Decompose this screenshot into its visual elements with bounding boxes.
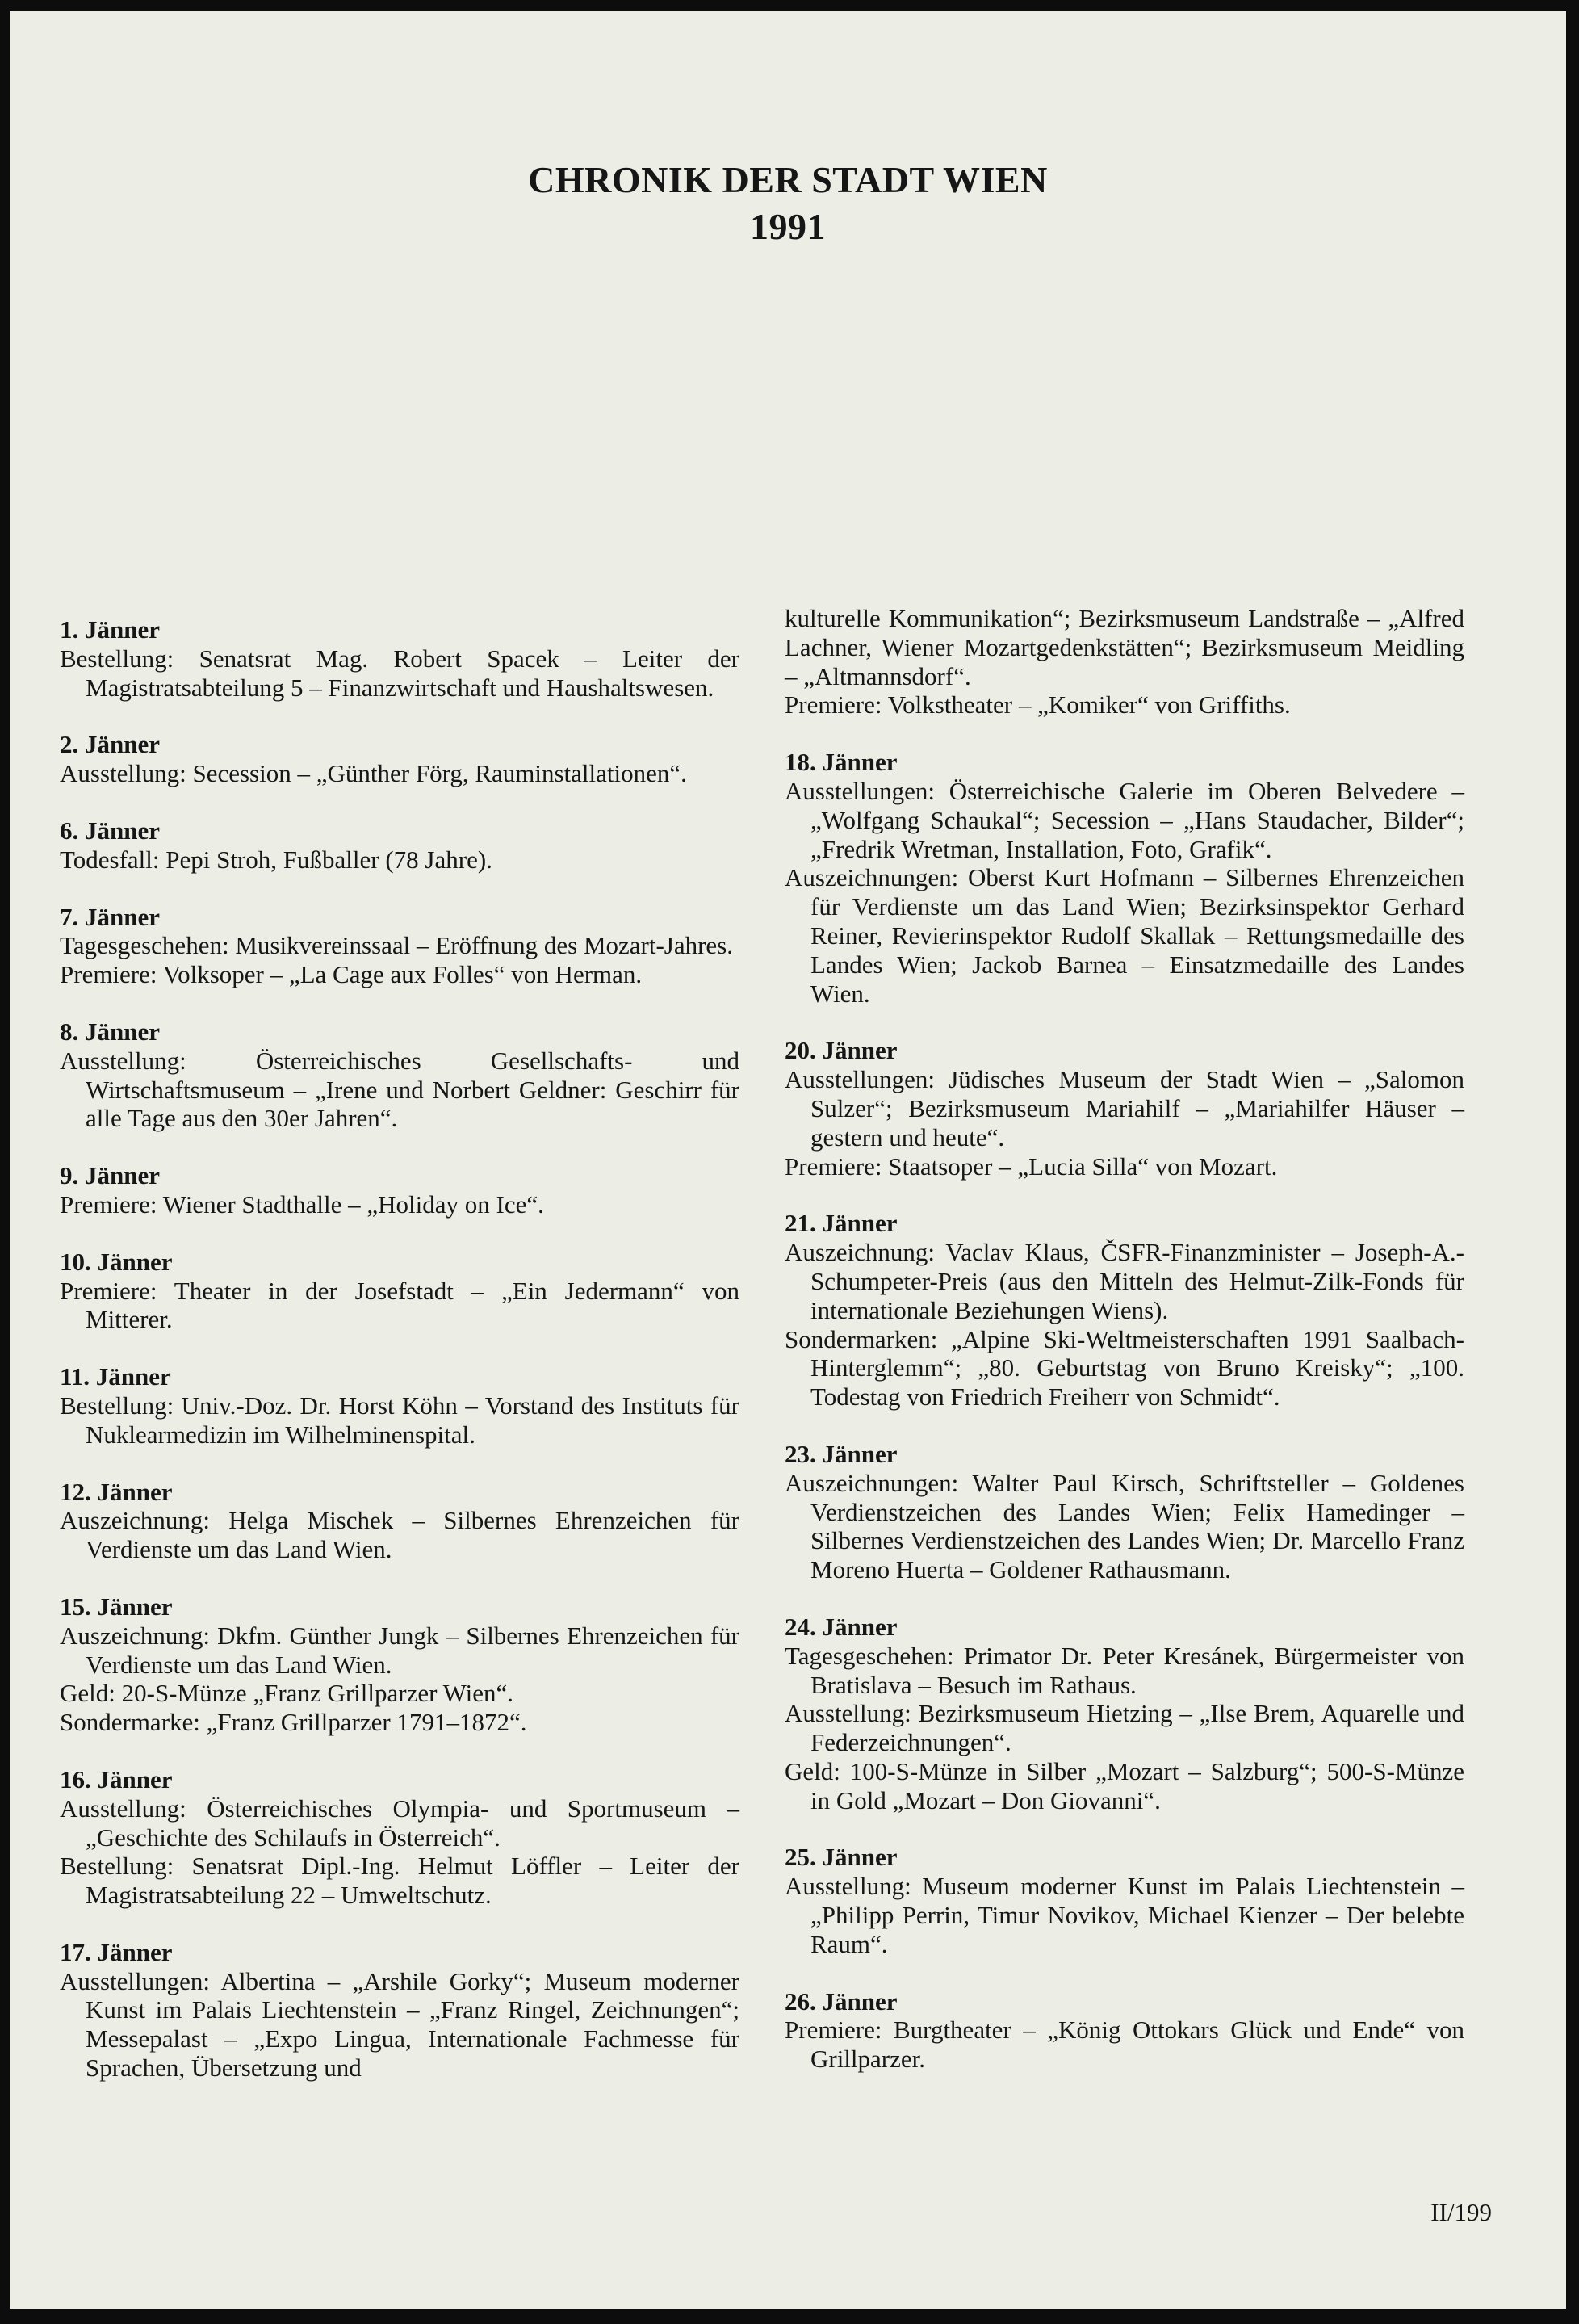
chronicle-entry [60, 730, 739, 788]
entry-date: 11. Jänner [60, 1362, 171, 1391]
chronicle-entry [785, 1209, 1464, 1412]
entry-date: 15. Jänner [60, 1592, 173, 1621]
entry-date: 7. Jänner [60, 902, 160, 931]
entry-text: Bestellung: Senatsrat Dipl.-Ing. Helmut Löffler – Leiter der Magistratsabteilung 22 – Umweltschutz. [60, 1852, 739, 1910]
entry-text: Auszeichnung: Helga Mischek – Silbernes Ehrenzeichen für Verdienste um das Land Wien. [60, 1506, 739, 1564]
entry-text: Bestellung: Univ.-Doz. Dr. Horst Köhn – Vorstand des Instituts für Nuklearmedizin im Wilhelminenspital. [60, 1391, 739, 1449]
chronicle-entry [785, 1440, 1464, 1584]
entry-text: Ausstellungen: Österreichische Galerie im Oberen Belvedere – „Wolfgang Schaukal“; Secession – „Hans Staudacher, Bilder“; „Fredrik Wretman, Installation, Foto, Grafik“. [785, 776, 1464, 863]
entry-date: 12. Jänner [60, 1477, 173, 1506]
entry-date: 9. Jänner [60, 1161, 160, 1190]
chronicle-entry [60, 1938, 739, 2083]
entry-date: 23. Jänner [785, 1439, 898, 1468]
title-year: 1991 [750, 206, 826, 247]
entry-date: 20. Jänner [785, 1036, 898, 1065]
chronicle-entry [60, 1017, 739, 1133]
chronicle-entry [785, 748, 1464, 1008]
entry-text: kulturelle Kommunikation“; Bezirksmuseum Landstraße – „Alfred Lachner, Wiener Mozartgedenkstätten“; Bezirksmuseum Meidling – „Altmannsdorf“. [785, 604, 1464, 690]
right-column [785, 606, 1464, 2102]
chronicle-entry [60, 1478, 739, 1564]
entry-text: Todesfall: Pepi Stroh, Fußballer (78 Jahre). [60, 845, 492, 874]
entry-text: Tagesgeschehen: Primator Dr. Peter Kresánek, Bürgermeister von Bratislava – Besuch im Rathaus. [785, 1641, 1464, 1699]
entry-date: 16. Jänner [60, 1764, 173, 1793]
entry-text: Geld: 100-S-Münze in Silber „Mozart – Salzburg“; 500-S-Münze in Gold „Mozart – Don Giovanni“. [785, 1756, 1464, 1814]
document-page [10, 11, 1566, 2309]
entry-text: Premiere: Wiener Stadthalle – „Holiday on Ice“. [60, 1189, 544, 1219]
entry-text: Geld: 20-S-Münze „Franz Grillparzer Wien“. [60, 1679, 513, 1708]
chronicle-entry [785, 1987, 1464, 2074]
entry-text: Premiere: Burgtheater – „König Ottokars Glück und Ende“ von Grillparzer. [785, 2016, 1464, 2074]
chronicle-entry [60, 1161, 739, 1219]
chronicle-entry [60, 816, 739, 875]
page-number: II/199 [1430, 2198, 1492, 2226]
entry-date: 25. Jänner [785, 1843, 898, 1872]
entry-text: Ausstellungen: Albertina – „Arshile Gorky“; Museum moderner Kunst im Palais Liechtenstein – „Franz Ringel, Zeichnungen“; Messepalast – „Expo Lingua, Internationale Fachmesse für Sprachen, Übersetzung und [60, 1966, 739, 2083]
entry-text: Ausstellung: Österreichisches Olympia- und Sportmuseum – „Geschichte des Schilaufs in Österreich“. [60, 1793, 739, 1852]
entry-date: 17. Jänner [60, 1937, 173, 1966]
chronicle-entry [60, 1362, 739, 1449]
entry-text: Auszeichnungen: Walter Paul Kirsch, Schriftsteller – Goldenes Verdienstzeichen des Landes Wien; Felix Hamedinger – Silbernes Verdienstzeichen des Landes Wien; Dr. Marcello Franz Moreno Huerta – Goldener Rathausmann. [785, 1468, 1464, 1584]
entry-text: Premiere: Staatsoper – „Lucia Silla“ von Mozart. [785, 1152, 1278, 1181]
entry-date: 2. Jänner [60, 730, 160, 759]
entry-date: 24. Jänner [785, 1612, 898, 1641]
chronicle-entry [60, 1592, 739, 1737]
entry-date: 26. Jänner [785, 1986, 898, 2016]
chronicle-entry [785, 1613, 1464, 1815]
continued-entry [785, 604, 1464, 719]
entry-text: Auszeichnung: Dkfm. Günther Jungk – Silbernes Ehrenzeichen für Verdienste um das Land Wien. [60, 1621, 739, 1679]
page-title [10, 157, 1566, 250]
entry-text: Auszeichnung: Vaclav Klaus, ČSFR-Finanzminister – Joseph-A.-Schumpeter-Preis (aus den Mitteln des Helmut-Zilk-Fonds für internationale Beziehungen Wiens). [785, 1238, 1464, 1324]
entry-text: Premiere: Volkstheater – „Komiker“ von Griffiths. [785, 690, 1291, 719]
entry-date: 21. Jänner [785, 1209, 898, 1238]
chronicle-entry [60, 1248, 739, 1334]
entry-text: Tagesgeschehen: Musikvereinssaal – Eröffnung des Mozart-Jahres. [60, 931, 734, 960]
entry-date: 1. Jänner [60, 615, 160, 644]
entry-text: Ausstellung: Secession – „Günther Förg, Rauminstallationen“. [60, 759, 687, 788]
entry-text: Ausstellung: Österreichisches Gesellschafts- und Wirtschaftsmuseum – „Irene und Norbert Geldner: Geschirr für alle Tage aus den 30er Jahren“. [60, 1046, 739, 1133]
entry-date: 6. Jänner [60, 816, 160, 845]
chronicle-entry [60, 615, 739, 702]
entry-date: 10. Jänner [60, 1247, 173, 1276]
entry-text: Sondermarken: „Alpine Ski-Weltmeisterschaften 1991 Saalbach-Hinterglemm“; „80. Geburtstag von Bruno Kreisky“; „100. Todestag von Friedrich Freiherr von Schmidt“. [785, 1324, 1464, 1412]
right-entries [785, 748, 1464, 2074]
entry-date: 18. Jänner [785, 748, 898, 777]
entry-date: 8. Jänner [60, 1017, 160, 1046]
entry-text: Premiere: Theater in der Josefstadt – „Ein Jedermann“ von Mitterer. [60, 1276, 739, 1334]
entry-text: Premiere: Volksoper – „La Cage aux Folles“ von Herman. [60, 960, 643, 989]
entry-text: Ausstellung: Bezirksmuseum Hietzing – „Ilse Brem, Aquarelle und Federzeichnungen“. [785, 1699, 1464, 1757]
chronicle-entry [785, 1036, 1464, 1181]
entry-text: Bestellung: Senatsrat Mag. Robert Spacek – Leiter der Magistratsabteilung 5 – Finanzwirtschaft und Haushaltswesen. [60, 644, 739, 702]
title-text: CHRONIK DER STADT WIEN [528, 159, 1048, 200]
chronicle-entry [60, 1765, 739, 1910]
entry-text: Ausstellungen: Jüdisches Museum der Stadt Wien – „Salomon Sulzer“; Bezirksmuseum Mariahilf – „Mariahilfer Häuser – gestern und heute“. [785, 1065, 1464, 1152]
entry-text: Sondermarke: „Franz Grillparzer 1791–1872“. [60, 1708, 527, 1737]
left-column [60, 615, 739, 2111]
chronicle-entry [60, 903, 739, 989]
entry-text: Ausstellung: Museum moderner Kunst im Palais Liechtenstein – „Philipp Perrin, Timur Novikov, Michael Kienzer – Der belebte Raum“. [785, 1872, 1464, 1958]
chronicle-entry [785, 1843, 1464, 1958]
entry-text: Auszeichnungen: Oberst Kurt Hofmann – Silbernes Ehrenzeichen für Verdienste um das Land Wien; Bezirksinspektor Gerhard Reiner, Revierinspektor Rudolf Skallak – Rettungsmedaille des Landes Wien; Jackob Barnea – Einsatzmedaille des Landes Wien. [785, 863, 1464, 1008]
